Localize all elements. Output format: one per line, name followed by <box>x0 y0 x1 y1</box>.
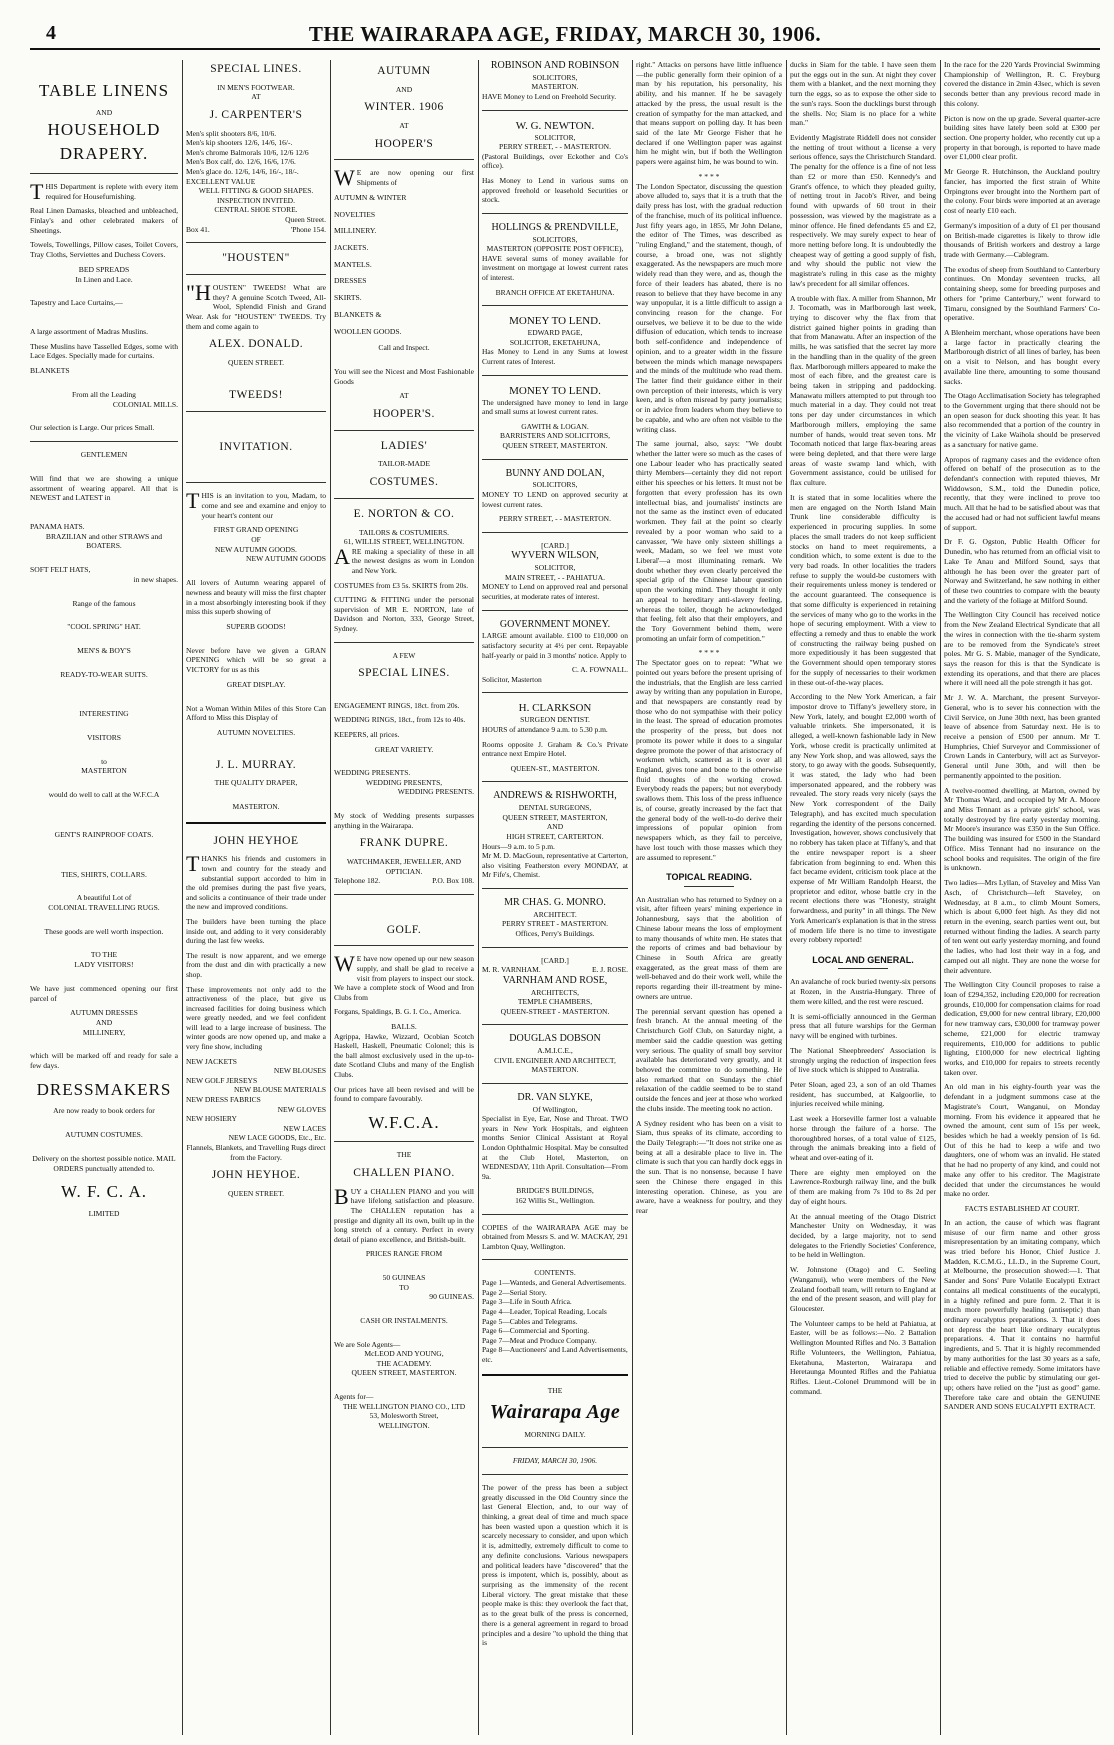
newspaper-title: THE WAIRARAPA AGE, FRIDAY, MARCH 30, 1906. <box>308 22 822 46</box>
section-heading: FACTS ESTABLISHED AT COURT. <box>964 1204 1080 1214</box>
column-3: AUTUMN AND WINTER. 1906 AT HOOPER'S WE are now opening our first Shipments of AUTUMN & WINTER NOVELTIES MILLINERY. JACKETS. MANTELS. DRESSES SKIRTS. BLANKETS & WOOLLEN GOODS. Call and Inspect. You will see the Nicest and Most Fashionable Goods AT HOOPER'S. LADIES' TAILOR-MADE COSTUMES. E. NORTON & CO. TAILORS & COSTUMIERS. 61, WILLIS STREET, WELLINGTON. ARE making a speciality of these in all the newest designs as worn in London and New York. COSTUMES from £3 5s. SKIRTS from 20s. CUTTING & FITTING under the personal supervision of MR E. NORTON, late of Davidson and Norton, 333, George Street, Sydney. A FEW SPECIAL LINES. ENGAGEMENT RINGS, 18ct. from 20s. WEDDING RINGS, 18ct., from 12s to 40s. KEEPERS, all prices. GREAT VARIETY. WEDDING PRESENTS. WEDDING PRESENTS, WEDDING PRESENTS. My stock of Wedding presents surpasses anything in the Wairarapa. FRANK DUPRE. WATCHMAKER, JEWELLER, AND OPTICIAN. Telephone 182. P.O. Box 108. GOLF. WE have now opened up our new season supply, and shall be glad to receive a visit from players to inspect our stock. We have a complete stock of Wood and Iron Clubs from Forgans, Spaldings, B. G. I. Co., America. BALLS. Agrippa, Hawke, Wizzard, Ocobian Scotch Haskell, Haskell, Pneumatic Colonel; this is the ball almost exclusively used in the up-to-date Scotland Clubs and many of the English Clubs. Our prices have all been revised and will be found to compare favourably. W.F.C.A. THE CHALLEN PIANO. BUY a CHALLEN PIANO and you will have lifelong satisfaction and pleasure. The CHALLEN reputation has a prestige and dignity all its own, built up in the long stretch of a century. Perfect in every detail of piano excellence, and British-built. PRICES RANGE FROM 50 GUINEAS TO 90 GUINEAS. CASH OR INSTALMENTS. We are Sole Agents— McLEOD AND YOUNG, THE ACADEMY. QUEEN STREET, MASTERTON. Agents for— THE WELLINGTON PIANO CO., LTD 53, Molesworth Street, WELLINGTON. <box>334 65 474 1430</box>
hoopers-items: AUTUMN & WINTER NOVELTIES MILLINERY. JACKETS. MANTELS. DRESSES SKIRTS. BLANKETS & WOOLLEN GOODS. <box>334 192 407 336</box>
masthead <box>30 22 1100 50</box>
column-1: TABLE LINENS AND HOUSEHOLD DRAPERY. THIS Department is replete with every item required for Housefurnishing. Real Linen Damasks, bleached and unbleached, Finlay's and other celebrated makers of Sheetings. Towels, Towellings, Pillow cases, Toilet Covers, Tray Cloths, Serviettes and Duchess Covers. BED SPREADS In Linen and Lace. Tapestry and Lace Curtains,— A large assortment of Madras Muslins. These Muslins have Tasselled Edges, some with Lace Edges. Specially made for curtains. BLANKETS From all the Leading COLONIAL MILLS. Our selection is Large. Our prices Small. GENTLEMEN Will find that we are showing a unique assortment of wearing apparel. All that is NEWEST and LATEST in PANAMA HATS. BRAZILIAN and other STRAWS and BOATERS. SOFT FELT HATS, in new shapes. Range of the famous "COOL SPRING" HAT. MEN'S & BOY'S READY-TO-WEAR SUITS. INTERESTING VISITORS to MASTERTON would do well to call at the W.F.C.A GENT'S RAINPROOF COATS. TIES, SHIRTS, COLLARS. A beautiful Lot of COLONIAL TRAVELLING RUGS. These goods are well worth inspection. TO THE LADY VISITORS! We have just commenced opening our first parcel of AUTUMN DRESSES AND MILLINERY, which will be marked off and ready for sale a few days. DRESSMAKERS Are now ready to book orders for AUTUMN COSTUMES. Delivery on the shortest possible notice. MAIL ORDERS punctually attended to. W. F. C. A. LIMITED <box>30 81 178 1219</box>
news-paragraph: The exodus of sheep from Southland to Canterbury continues. On Monday seventeen trucks, all containing sheep, some for breeding purposes and others for "prime Canterbury," went forward to Timaru, consigned by the Southland Farmers' Co-operative. <box>944 264 1100 323</box>
news-paragraph: Germany's imposition of a duty of £1 per thousand on British-made cigarettes is likely to throw idle thousands of British workers and destroy a large trade with Germany.—Cablegram. <box>944 220 1100 259</box>
section-heading: LOCAL AND GENERAL. <box>812 954 914 965</box>
column-7 <box>944 60 1100 1735</box>
news-paragraph: An old man in his eighty-fourth year was the defendant in a judgment summons case at the Magistrate's Court, Wanganui, on Monday morning. From his evidence it appeared that he owned the amount, cent sum of 15s per week, besides which he had a weekly pension of 1s 6d. Out of this he had to keep a wife and two daughters, one of whom was an invalid. He stated that he had no property of any kind, and could not make any offer to his creditor. The Magistrate decided that under the circumstances he would make no order. <box>944 1082 1100 1199</box>
news-paragraph: A twelve-roomed dwelling, at Marton, owned by Mr Thomas Ward, and occupied by Mr A. Moore and Miss Tennant as a private girls' school, was totally destroyed by fire early yesterday morning. Mr Moore's insurance was £350 in the Sun Office. The building was insured for £500 in the Standard Office. Miss Tennant had no insurance on the school books and requisites. The origin of the fire is unknown. <box>944 785 1100 873</box>
news-paragraph: A Blenheim merchant, whose operations have been a large factor in practically clearing the Marlborough district of all lines of barley, has been on a visit to Nelson, and has bought every available line there, amounting to some thousand sacks. <box>944 327 1100 386</box>
contents-list: Page 1—Wanteds, and General Advertisements. Page 2—Serial Story. Page 3—Life in South Africa. Page 4—Leader, Topical Reading, Locals Page 5—Cables and Telegrams. Page 6—Commercial and Sporting. Page 7—Meat and Produce Company. Page 8—Auctioneers' and Land Advertisements, etc. <box>482 1278 628 1364</box>
column-6: ducks in Siam for the table. I have seen them put the eggs out in the sun. At night they cover them with a blanket, and the next morning they turn the eggs, so as to expose the other side to the sun's rays. Soon the ducklings burst through the shells. No; Siam is no place for a white man." Evidently Magistrate Riddell does not consider the netting of trout without a license a very serious offence, says the Christchurch Standard. The penalty for the offence is a fine of not less than £2 or more than £50. Kennedy's and Grant's offence, to which they pleaded guilty, of netting trout in Jacob's River, and being found with upwards of 60 trout in their possession, was viewed by the magistrate as a minor offence. He fined defendants £5 and £2, respectively. We may surely expect to hear of more netting before long. It is undoubtedly the cheapest way of getting a good supply of fish, and why should the public not view the magistrate's ruling in this case as the mighty law's precedent for all similar offences. A trouble with flax. A miller from Shannon, Mr J. Tocomath, was in Marlborough last week, trying to discover why the flax from that district gained higher points in grading than that from Manawatu. After an inspection of the mills, he was satisfied that the secret lay more in the handling than in the quality of the green flax. Marlborough millers appeared to make the most of each fibre, and the greatest care is being taken in stripping and paddocking. Manawatu millers attempted to put through too much material in a day. They could not treat tons per day under circumstances in which Marlborough millers, employing the same number of hands, would treat seven tons. Mr Tocomath noticed that large flax-bearing areas were being depleted, and that there were large areas of waste swamp land which, with Government assistance, could be utilised for flax culture. It is stated that in some localities where the men are engaged on the North Island Main Trunk line considerable difficulty is experienced in procuring supplies. In some places the small traders do not keep sufficient stocks on hand to meet requirements, a condition which, to some extent is due to the very bad roads. In other localities the traders refuse to supply the would-be customers with their requirements unless money is tendered or the account guaranteed. The consequence is that some difficulty is experienced in retaining the services of many who go to the works in the hope of securing employment. With a view to effecting a remedy and thus to enable the work of constructing the railway being pushed on more expeditiously it has been suggested that the Government should open temporary stores for the supply of necessaries to their workmen in these out-of-the-way places. According to the New York American, a fair impostor drove to Tiffany's jewellery store, in New York, lately, and bought £2,000 worth of valuable trinkets. She impersonated, it is alleged, a well-known fashionable lady in New York, whose credit is practically unlimited at any New York shop, and was allowed, says the story, to go away with the goods. Subsequently, it was stated, the lady who had been impersonated appeared, and the robbery was revealed. The story reads very nicely (says the New York correspondent of the Daily Telegraph), and has excited much speculation regarding the identity of the persons concerned. Investigation, however, shows conclusively that no robbery has taken place at Tiffany's, and that the entire newspaper report is a sheer fabrication from beginning to end. When this fact became evident, criticism took place at the expense of Mr William Randolph Hearst, the proprietor and editor, whose battle cry in the recent elections there was "Honesty, straight forwardness, and purity" in all things. The New York American's explanation is that in the stress of modern life there is no time to investigate every robbery reported! LOCAL AND GENERAL. An avalanche of rock buried twenty-six persons at Rozen, in the Austria-Hungary. Three of them were killed, and the rest were rescued. It is semi-officially announced in the German press that all future warships for the German navy will be engined with turbines. The National Sheepbreeders' Association is strongly urging the reduction of inspection fees of live stock which is shipped to Australia. Peter Sloan, aged 23, a son of an old Thames resident, has succumbed, at Kalgoorlie, to injuries received while mining. Last week a Horseville farmer lost a valuable horse through the failure of a horse. The thoroughbred horses, of a total value of £125, through the animals breaking into a field of wheat and over-eating of it. There are eighty men employed on the Lawrence-Roxburgh railway line, and the bulk of them are making from 7s 10d to 8s 2d per day of eight hours. At the annual meeting of the Otago District Manchester Unity on Wednesday, it was decided, by a large majority, not to send delegates to the Friendly Societies' Conference, to be held in Wellington. W. Johnstone (Otago) and C. Seeling (Wanganui), who were members of the New Zealand football team, will return to England at the end of the present season, and will play for Gloucester. The Volunteer camps to be held at Pahiatua, at Easter, will be as follows:—No. 2 Battalion Wellington Mounted Rifles and No. 3 Battalion Rifle Volunteers, the Wellington, Pahiatua, Eketahuna, Masterton, Wairarapa and Heretaunga Mounted Rifles and the Pahiatua Rifles. Lieut.-Colonel Drummond will be in command. <box>790 60 936 1396</box>
news-paragraph: Dr F. G. Ogston, Public Health Officer for Dunedin, who has returned from an official visit to Lake Te Anau and Milford Sound, says that although he has been over the greater part of Norway and Switzerland, he saw nothing in either of these two countries to compare with the beauty and the variety of the foliage at Milford Sound. <box>944 537 1100 605</box>
news-paragraph: The Otago Acclimatisation Society has telegraphed to the Government urging that there should not be an open season for duck shooting this year. It has also recommended that a portion of the country in the vicinity of Lake Waihola should be preserved as a sanctuary for native game. <box>944 391 1100 449</box>
column-5: right." Attacks on persons have little influence—the public generally form their opinion of a man by his reputation, his personality, his ability, and his manner. If he be savagely attacked by the press, the usual result is the creation of sympathy for the man attacked, and that means support on polling day. It has been said of the late Mr George Fisher that he declared if one Wellington paper was against him he might win, but if both the Wellington papers were against him, he was bound to win. * * * * The London Spectator, discussing the question above alluded to, says that it is a truth that the daily press has lost, with the gradual reduction of the franchise, much of its political influence. Just fifty years ago, in 1855, Mr John Delane, the editor of The Times, was described as "ruling England," and the statement, though, of course, a broad one, was not slightly exaggerated. As the newspapers are much more widely read than they were, and as, though the force of their leaders has abated, there is no reason to believe that they have become in any way unpopular, it is a little difficult to assign a convincing reason for the change. For ourselves, we believe it to be due to the wide diffusion of education, which tends to increase both self-confidence and independence of opinion, and to a greater width in the fissure between the minds which manage newspapers and the minds of the multitude who read them. The latter find their guidance either in their own perception of their interests, which is very keen, and is often misread by party journalists; or in advice from leaders whom they believe to be capable, and who are often not visible to the writing class. The same journal, also, says: "We doubt whether the latter were so much as the cases of one Labour leader who has practically seated thirty Members—certainly they did not report either his speeches or his letters. It must not be forgotten that every profession has its own intellectual bias, and journalists' instincts are not the same as the instinct even of educated workmen. They fail at the point so clearly revealed by a poor woman who said to a canvasser, 'We have only sixteen shillings a week, Madam, so we feel we must vote Liberal'—a most illuminating remark. We doubt whether they even clearly perceived the special grip of the Chinese labour question upon the working mind. They thought it only an appeal to hereditary anti-slavery feeling, whereas the toiler, though he acknowledged that feeling, felt also that their employers, and the Tory Government behind them, were promoting an unfair form of competition." * * * * The Spectator goes on to repeat: "What we pointed out years before the present uprising of the industrials, that the English are less carried away by writing than any population in Europe, and that newspapers are constantly read by those who do not sympathise with their policy in the least. The spread of education promotes the prosperity of the press, but does not promote its power while it does to a singular degree promote the power of that aristocracy of workmen which, scattered as it is over all England, gives tone and bone to the otherwise fluid thoughts of the working crowd. Everybody reads the papers; but not everybody swallows them. This loss of the press influence is, of course, greatly increased by the fact that the general body of the well-to-do derive their impressions of popular opinion from newspapers which, as they fail to perceive, have lost touch with those masses which they are assumed to represent." TOPICAL READING. An Australian who has returned to Sydney on a visit, after fifteen years' mining experience in Johannesburg, says that the abolition of Chinese labour means the loss of employment to many thousands of white men. He states that the reports of crimes and bad behaviour by Chinese in South Africa are greatly exaggerated, as the great mass of them are well-behaved and do their work well, while the reports regarding their ill-treatment by mine-owners are untrue. The perennial servant question has opened a fresh branch. At the annual meeting of the Christchurch Golf Club, on Saturday night, a member said the caddie question was getting very serious. The quality of small boy servitor available has deteriorated very greatly, and it behoved the committee to do something. He also remarked that on Sundays the chief relaxation of the caddie seemed to be to stand outside the fences and jeer at those who worked the clubs inside. The meeting took no action. A Sydney resident who has been on a visit to Siam, thus speaks of its climate, according to the Daily Telegraph:—"It does not strike one as being at all a desirable place to live in. The climate is such that you can hardly dock eggs in the sun. That is no nonsense, because I have seen the Chinese there engaged in this interesting operation. Chinese, as you are aware, have a weakness for poultry, and they rear <box>636 60 782 1216</box>
shoe-list: Men's split shooters 8/6, 10/6. Men's kip shooters 12/6, 14/6, 16/-. Men's chrome Balmorals 10/6, 12/6 12/6 Men's Box calf, do. 12/6, 16/6, 17/6. Men's glace do. 12/6, 14/6, 16/-, 18/-. <box>186 128 309 176</box>
column-4: ROBINSON AND ROBINSON SOLICITORS, MASTERTON. HAVE Money to Lend on Freehold Security. W. G. NEWTON. SOLICITOR, PERRY STREET, - - MASTERTON. (Pastoral Buildings, over Eckother and Co's office). Has Money to Lend in various sums on approved freehold or leasehold Securities or stock. HOLLINGS & PRENDVILLE, SOLICITORS, MASTERTON (OPPOSITE POST OFFICE), HAVE several sums of money available for investment on mortgage at lowest current rates of interest. BRANCH OFFICE AT EKETAHUNA. MONEY TO LEND. EDWARD PAGE, SOLICITOR, EKETAHUNA, Has Money to Lend in any Sums at lowest Current rates of Interest. MONEY TO LEND. The undersigned have money to lend in large and small sums at lowest current rates. GAWITH & LOGAN. BARRISTERS AND SOLICITORS, QUEEN STREET, MASTERTON. BUNNY AND DOLAN, SOLICITORS, MONEY TO LEND on approved security at lowest current rates. PERRY STREET, - - MASTERTON. [CARD.] WYVERN WILSON, SOLICITOR, MAIN STREET, - - PAHIATUA. MONEY to Lend on approved real and personal securities, at moderate rates of interest. GOVERNMENT MONEY. LARGE amount available. £100 to £10,000 on satisfactory security at 4½ per cent. Repayable half-yearly or paid in 3 months' notice. Apply to C. A. FOWNALL. Solicitor, Masterton H. CLARKSON SURGEON DENTIST. HOURS of attendance 9 a.m. to 5.30 p.m. Rooms opposite J. Graham & Co.'s Private entrance next Empire Hotel. QUEEN-ST., MASTERTON. ANDREWS & RISHWORTH, DENTAL SURGEONS, QUEEN STREET, MASTERTON, AND HIGH STREET, CARTERTON. Hours—9 a.m. to 5 p.m. Mr M. D. MacGoun, representative at Carterton, also visiting Featherston every MONDAY, at Mr Fife's, Chemist. MR CHAS. G. MONRO. ARCHITECT. PERRY STREET - MASTERTON. Offices, Perry's Buildings. [CARD.] M. R. VARNHAM. E. J. ROSE. VARNHAM AND ROSE, ARCHITECTS, TEMPLE CHAMBERS, QUEEN-STREET - MASTERTON. DOUGLAS DOBSON A.M.I.C.E., CIVIL ENGINEER AND ARCHITECT, MASTERTON. DR. VAN SLYKE, Of Wellington, Specialist in Eye, Ear, Nose and Throat. TWO years in New York Hospitals, and eighteen months Senior Clinical Assistant at Royal London Ophthalmic Hospital. May be consulted at the Club Hotel, Masterton, on WEDNESDAY, 11th April. Consultation—From 9a. BRIDGE'S BUILDINGS, 162 Willis St., Wellington. COPIES of the WAIRARAPA AGE may be obtained from Messrs S. and W. MACKAY, 291 Lambton Quay, Wellington. CONTENTS. Page 1—Wanteds, and General Advertisements. Page 2—Serial Story. Page 3—Life in South Africa. Page 4—Leader, Topical Reading, Locals Page 5—Cables and Telegrams. Page 6—Commercial and Sporting. Page 7—Meat and Produce Company. Page 8—Auctioneers' and Land Advertisements, etc. THE Wairarapa Age MORNING DAILY. FRIDAY, MARCH 30, 1906. The power of the press has been a subject greatly discussed in the Old Country since the last General Election, and, to our way of thinking, a great deal of time and much space has been wasted upon a question which it is scarcely necessary to consider, and upon which it is, admittedly, extremely difficult to come to any definite conclusions. Various newspapers and political leaders have "discovered" that the press is impotent, which is, possibly, about as surprising as the immensity of the recent Liberal victory. The great mistake that these people make is this: they overlook the fact that, as to the great bulk of the press is concerned, there is a general agreement in regard to broad principles and a desire "to uphold the thing that is <box>482 60 628 1648</box>
news-paragraph: The Wellington City Council has received notice from the New Zealand Electrical Syndicate that all the wires in connection with the tie-sharm system are to be removed from the Syndicate's street poles. Mr G. S. Mabie, manager of the Syndicate, says the reason for this is that the Syndicate is extending its operations, and that there are places where it will need all the pole strength it has got. <box>944 610 1100 688</box>
news-paragraph: In the race for the 220 Yards Provincial Swimming Championship of Wellington, R. C. Freyburg covered the distance in 2min 43sec, which is seven seconds better than any previous record made in this colony. <box>944 60 1100 108</box>
ad-title: TABLE LINENS <box>38 81 170 100</box>
leader-article: The power of the press has been a subject greatly discussed in the Old Country since the last General Election, and, to our way of thinking, a great deal of time and much space has been wasted upon a question which it is scarcely necessary to consider, and upon which it is, admittedly, extremely difficult to come to any definite conclusions. Various newspapers and political leaders have "discovered" that the press is impotent, which is, possibly, about as surprising as the immensity of the recent Liberal victory. The great mistake that these people make is this: they overlook the fact that, as to the great bulk of the press is concerned, there is a general agreement in regard to broad principles and a desire "to uphold the thing that is <box>482 1482 628 1648</box>
news-paragraph: In an action, the cause of which was flagrant misuse of our firm name and other gross misrepresentation by an imitating company, which was tried before his Honor, Chief Justice J. Madden, K.C.M.G., LL.D., in the Supreme Court, at Melbourne, the prosecution showed:—1. That Sander and Sons' Pure Volatile Eucalypti Extract contains all medical constituents of the eucalypti, in a highly refined and pure form. 2. That it is much more powerfully healing (antiseptic) than ordinary eucalyptus preparations. 3. That it does not depress the heart like ordinary eucalyptus preparations. 4. That it contains no harmful ingredients, and 5. That it is highly recommended by many authorities for the last 30 years as a safe, reliable and effective remedy. Some imitators have tried to deceive the public by stimulating our get-up; others have relied on the "just as good" game. Therefore take care and obtain the GENUINE SANDER AND SONS EUCALYPTI EXTRACT. <box>944 1217 1100 1412</box>
news-paragraph: Apropos of ragmany cases and the evidence often offered on behalf of the prosecution as to the defendant's connection with reputed thieves, Mr Widdowson, S.M., told the Dunedin police, recently, that they were inclined to prove too much. All that he had to be satisfied about was that the accused had or had not sufficient lawful means of support. <box>944 454 1100 532</box>
wfca-title: W. F. C. A. <box>60 1182 147 1202</box>
news-paragraph: Mr J. W. A. Marchant, the present Surveyor-General, who is to sever his connection with the Civil Service, on June 30th next, has been granted leave of absence from Saturday next. He is to receive a pension of £500 per annum. Mr T. Humphries, Chief Surveyor and Commissioner of Crown Lands in Canterbury, will act as Surveyor-General until June 30th, and will then be permanently appointed to the position. <box>944 693 1100 780</box>
section-heading: TOPICAL READING. <box>666 872 752 883</box>
page-number: 4 <box>46 22 56 44</box>
news-paragraph: The Wellington City Council proposes to raise a loan of £294,352, including £20,000 for recreation grounds, £10,000 for compensation claims for road dedication, £9,000 for new central library, £20,000 for new tramway cars, £30,000 for tramway power scheme, £21,000 for electric tramway requirements, £10,000 for additions to public lighting, £100,000 for new electrical lighting works, and £10,000 for repairs to streets recently taken over. <box>944 980 1100 1077</box>
paper-nameplate: Wairarapa Age <box>489 1401 621 1424</box>
new-items-list: NEW JACKETS NEW BLOUSES NEW GOLF JERSEYS NEW BLOUSE MATERIALS NEW DRESS FABRICS NEW GLOVES NEW HOSIERY NEW LACES NEW LACE GOODS, Etc., Etc. <box>186 1056 326 1143</box>
news-paragraph: Mr George R. Hutchinson, the Auckland poultry fancier, has imported the first strain of White Orpingtons ever brought into the Northern part of the colony. Four birds were imported at an average cost of nearly £10 each. <box>944 167 1100 216</box>
columns <box>30 60 1100 1735</box>
column-2: SPECIAL LINES. IN MEN'S FOOTWEAR. AT J. CARPENTER'S Men's split shooters 8/6, 10/6. Men's kip shooters 12/6, 14/6, 16/-. Men's chrome Balmorals 10/6, 12/6 12/6 Men's Box calf, do. 12/6, 16/6, 17/6. Men's glace do. 12/6, 14/6, 16/-, 18/-. EXCELLENT VALUE WELL FITTING & GOOD SHAPES. INSPECTION INVITED. CENTRAL SHOE STORE. Queen Street. Box 41. 'Phone 154. "HOUSTEN" "HOUSTEN" TWEEDS! What are they? A genuine Scotch Tweed, All-Wool, Splendid Finish and Grand Wear. Ask for "HOUSTEN" TWEEDS. Try them and come again to ALEX. DONALD. QUEEN STREET. TWEEDS! INVITATION. THIS is an invitation to you, Madam, to come and see and examine and enjoy to your heart's content our FIRST GRAND OPENING OF NEW AUTUMN GOODS. NEW AUTUMN GOODS All lovers of Autumn wearing apparel of newness and beauty will miss the first chapter in a most absorbingly interesting book if they miss this superb showing of SUPERB GOODS! Never before have we given a GRAN OPENING which will be so great a VICTORY for us as this GREAT DISPLAY. Not a Woman Within Miles of this Store Can Afford to Miss this Display of AUTUMN NOVELTIES. J. L. MURRAY. THE QUALITY DRAPER, MASTERTON. JOHN HEYHOE THANKS his friends and customers in town and country for the steady and substantial support accorded to him in the old premises during the past five years, and solicits a continuance of their trade under the new and improved conditions. The builders have been turning the place inside out, and adding to it very considerably during the last few weeks. The result is now apparent, and we emerge from the dust and din with practically a new shop. These improvements not only add to the attractiveness of the place, but give us increased facilities for doing business which were greatly needed, and we feel confident will lead to a large increase of business. The winter goods are now opened up, and make a very fine show, including NEW JACKETS NEW BLOUSES NEW GOLF JERSEYS NEW BLOUSE MATERIALS NEW DRESS FABRICS NEW GLOVES NEW HOSIERY NEW LACES NEW LACE GOODS, Etc., Etc. Flannels, Blankets, and Travelling Rugs direct from the Factory. JOHN HEYHOE. QUEEN STREET. <box>186 63 326 1198</box>
news-paragraph: Picton is now on the up grade. Several quarter-acre building sites have lately been sold at £300 per section. One property holder, who recently cut up a property in that borough, is reported to have made over £1,000 clear profit. <box>944 113 1100 162</box>
news-paragraph: Two ladies—Mrs Lyllan, of Staveley and Miss Van Asch, of Christchurch—left Staveley, on Wednesday, at 8 a.m., to climb Mount Somers, which is about 6,000 feet high. As they did not return in the evening, search parties went out, but returned without finding the ladies. A search party of ten went out early yesterday morning, and found the ladies, who had lost their way in a fog, and camped out all night. They are none the worse for their adventure. <box>944 878 1100 975</box>
